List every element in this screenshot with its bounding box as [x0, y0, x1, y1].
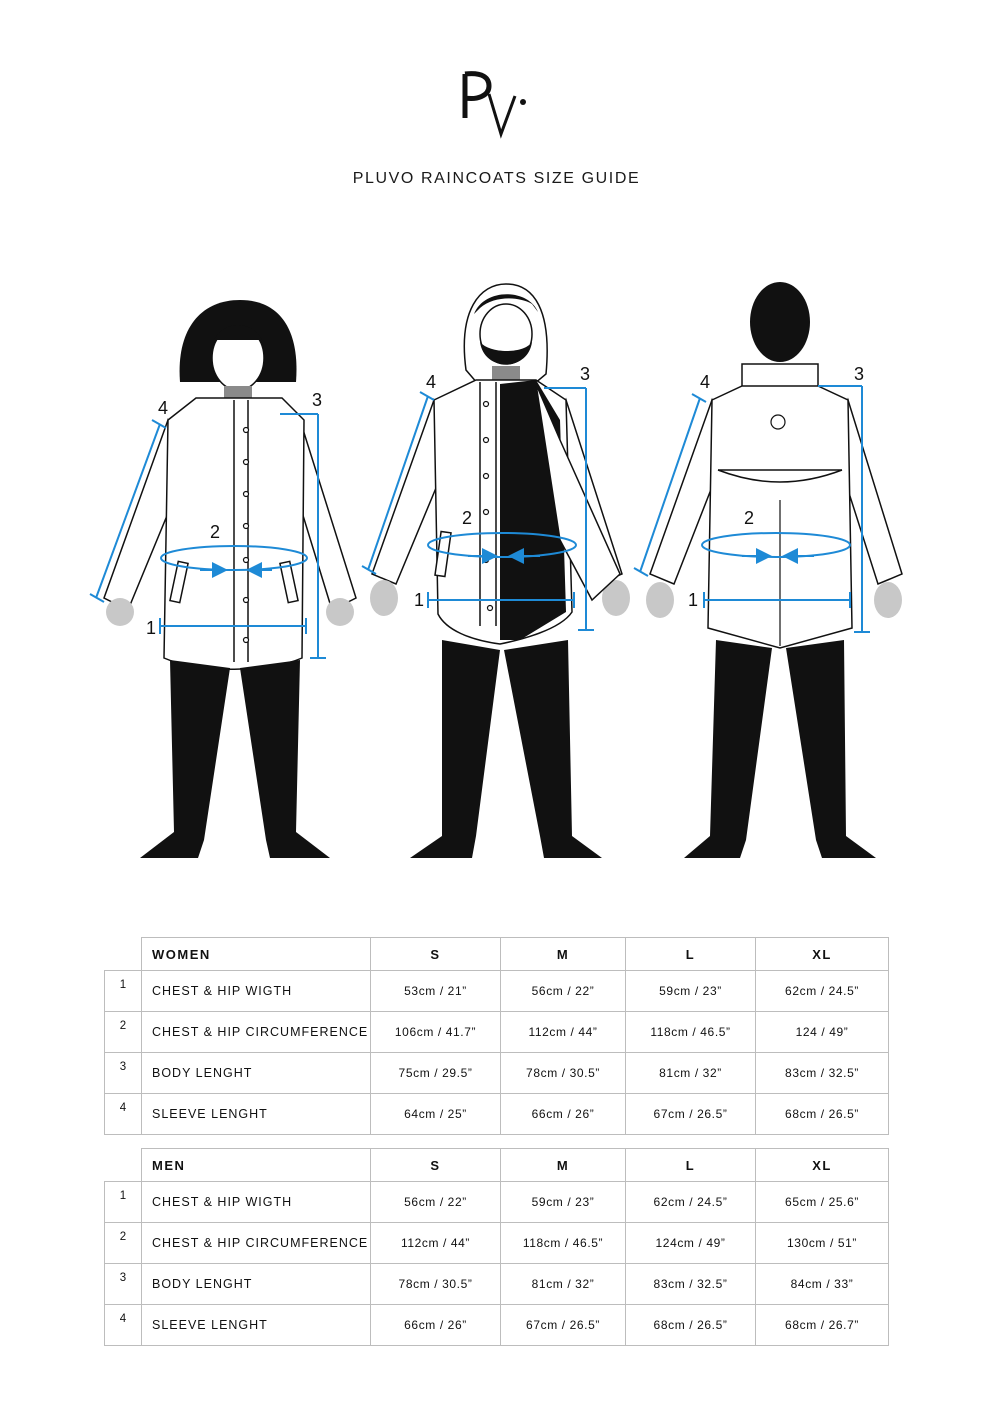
size-value: 68cm / 26.7”	[756, 1305, 889, 1346]
size-value: 68cm / 26.5”	[756, 1094, 889, 1135]
size-value: 68cm / 26.5”	[626, 1305, 756, 1346]
table-row	[105, 1012, 889, 1053]
size-value: 66cm / 26”	[371, 1305, 501, 1346]
back-label-2: 2	[744, 508, 755, 528]
size-header: L	[626, 1149, 756, 1182]
size-value: 78cm / 30.5”	[371, 1264, 501, 1305]
man-label-4: 4	[426, 372, 437, 392]
size-value: 67cm / 26.5”	[501, 1305, 626, 1346]
table-row	[105, 1223, 889, 1264]
size-value: 81cm / 32”	[501, 1264, 626, 1305]
size-value: 124cm / 49”	[626, 1223, 756, 1264]
woman-label-1: 1	[146, 618, 157, 638]
table-row	[105, 1264, 889, 1305]
row-number: 1	[105, 971, 142, 1012]
size-value: 65cm / 25.6”	[756, 1182, 889, 1223]
page-title: PLUVO RAINCOATS SIZE GUIDE	[352, 170, 641, 187]
table-row	[105, 971, 889, 1012]
back-label-3: 3	[854, 364, 865, 384]
row-number: 2	[105, 1223, 142, 1264]
size-value: 83cm / 32.5”	[756, 1053, 889, 1094]
size-header: S	[371, 938, 501, 971]
row-label: CHEST & HIP CIRCUMFERENCE	[142, 1012, 371, 1053]
size-value: 124 / 49”	[756, 1012, 889, 1053]
table-header-row	[105, 938, 889, 971]
size-value: 84cm / 33”	[756, 1264, 889, 1305]
size-value: 112cm / 44”	[501, 1012, 626, 1053]
row-label: CHEST & HIP WIGTH	[142, 1182, 371, 1223]
man-label-3: 3	[580, 364, 591, 384]
size-value: 62cm / 24.5”	[626, 1182, 756, 1223]
size-value: 130cm / 51”	[756, 1223, 889, 1264]
woman-label-4: 4	[158, 398, 169, 418]
woman-label-3: 3	[312, 390, 323, 410]
raincoat-figures-illustration	[0, 270, 993, 870]
row-label: SLEEVE LENGHT	[142, 1094, 371, 1135]
table-header-row	[105, 1149, 889, 1182]
row-label: BODY LENGHT	[142, 1264, 371, 1305]
table-corner	[105, 938, 142, 971]
man-label-1: 1	[414, 590, 425, 610]
women-size-table	[104, 937, 889, 1135]
row-number: 2	[105, 1012, 142, 1053]
table-corner	[105, 1149, 142, 1182]
size-value: 112cm / 44”	[371, 1223, 501, 1264]
size-value: 66cm / 26”	[501, 1094, 626, 1135]
size-value: 83cm / 32.5”	[626, 1264, 756, 1305]
row-number: 4	[105, 1094, 142, 1135]
table-title: MEN	[142, 1149, 371, 1182]
row-number: 3	[105, 1053, 142, 1094]
brand-logo	[455, 68, 535, 140]
row-label: CHEST & HIP WIGTH	[142, 971, 371, 1012]
table-title: WOMEN	[142, 938, 371, 971]
size-header: L	[626, 938, 756, 971]
woman-figure	[90, 300, 356, 858]
size-header: XL	[756, 938, 889, 971]
row-label: SLEEVE LENGHT	[142, 1305, 371, 1346]
size-value: 53cm / 21”	[371, 971, 501, 1012]
back-label-1: 1	[688, 590, 699, 610]
size-header: M	[501, 1149, 626, 1182]
size-value: 64cm / 25”	[371, 1094, 501, 1135]
size-header: XL	[756, 1149, 889, 1182]
size-value: 118cm / 46.5”	[626, 1012, 756, 1053]
size-value: 67cm / 26.5”	[626, 1094, 756, 1135]
size-value: 118cm / 46.5”	[501, 1223, 626, 1264]
size-value: 78cm / 30.5”	[501, 1053, 626, 1094]
row-number: 3	[105, 1264, 142, 1305]
size-value: 81cm / 32”	[626, 1053, 756, 1094]
back-label-4: 4	[700, 372, 711, 392]
size-header: S	[371, 1149, 501, 1182]
row-label: CHEST & HIP CIRCUMFERENCE	[142, 1223, 371, 1264]
table-row	[105, 1094, 889, 1135]
size-header: M	[501, 938, 626, 971]
size-value: 56cm / 22”	[371, 1182, 501, 1223]
woman-label-2: 2	[210, 522, 221, 542]
size-value: 59cm / 23”	[626, 971, 756, 1012]
men-size-table	[104, 1148, 889, 1346]
man-label-2: 2	[462, 508, 473, 528]
size-value: 75cm / 29.5”	[371, 1053, 501, 1094]
size-value: 106cm / 41.7”	[371, 1012, 501, 1053]
size-value: 56cm / 22”	[501, 971, 626, 1012]
row-number: 4	[105, 1305, 142, 1346]
size-value: 62cm / 24.5”	[756, 971, 889, 1012]
table-row	[105, 1182, 889, 1223]
table-row	[105, 1305, 889, 1346]
size-value: 59cm / 23”	[501, 1182, 626, 1223]
table-row	[105, 1053, 889, 1094]
row-number: 1	[105, 1182, 142, 1223]
row-label: BODY LENGHT	[142, 1053, 371, 1094]
